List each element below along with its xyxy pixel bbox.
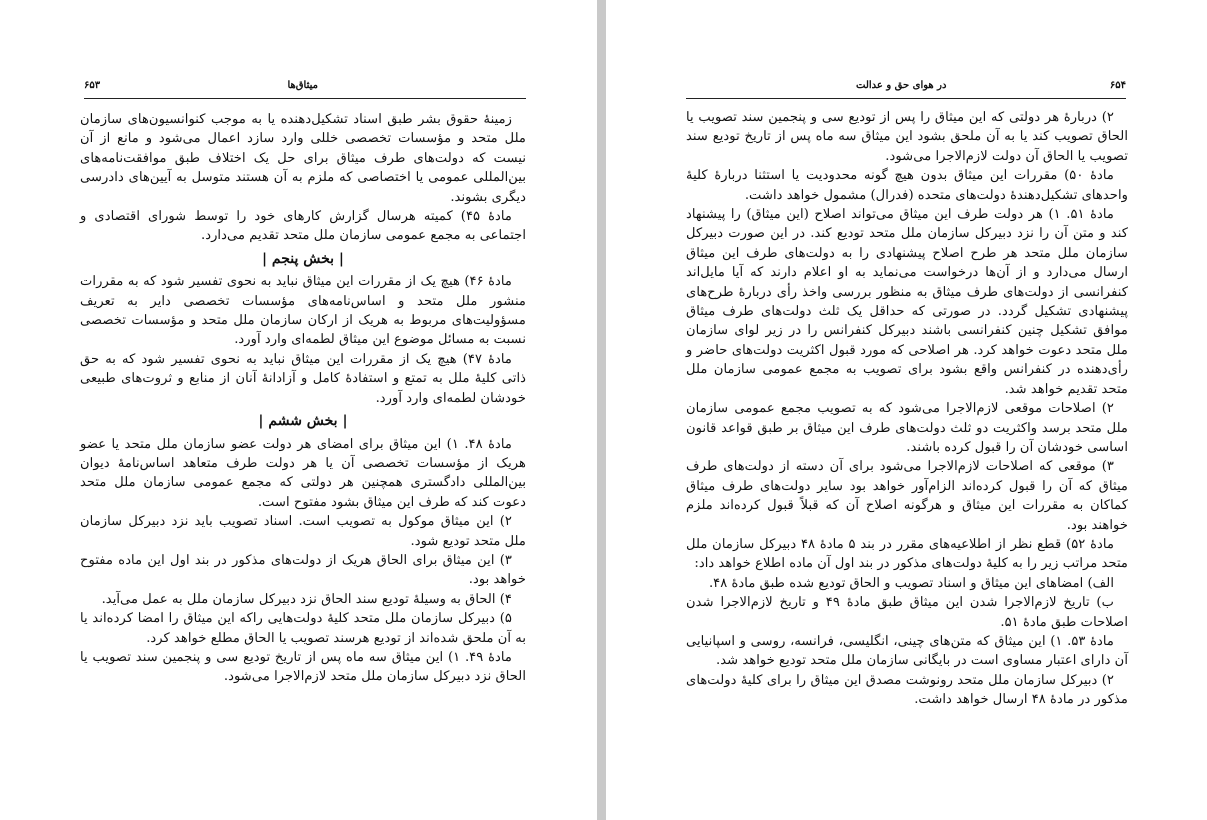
- running-title: در هوای حق و عدالت: [856, 80, 947, 91]
- left-page: [0, 0, 597, 820]
- page-gutter: [597, 0, 606, 820]
- right-page-header: [686, 76, 1126, 99]
- paragraph: مادهٔ ۵۲) قطع نظر از اطلاعیه‌های مقرر در بند ۵ مادهٔ ۴۸ دبیرکل سازمان ملل متحد مراتب زیر را به کلیهٔ دولت‌های مذکور در بند اول آن ماده اطلاع خواهد داد:: [686, 536, 1128, 572]
- paragraph: ۲) دربارهٔ هر دولتی که این میثاق را پس از تودیع سی و پنجمین سند تصویب یا الحاق تصویب کند یا به آن ملحق بشود این میثاق سه ماه پس از تاریخ تودیع سند تصویب یا الحاق آن دولت لازم‌الاجرا می‌شود.: [686, 110, 1128, 164]
- paragraph: مادهٔ ۵۰) مقررات این میثاق بدون هیچ گونه محدودیت یا استثنا دربارهٔ کلیهٔ واحدهای تشکیل‌دهندهٔ دولت‌های متحده (فدرال) مشمول خواهد داشت.: [686, 168, 1128, 203]
- paragraph: مادهٔ ۴۶) هیچ یک از مقررات این میثاق نباید به نحوی تفسیر شود که به مقررات منشور ملل متحد و اساس‌نامه‌های مؤسسات تخصصی دایر به تعریف مسؤولیت‌های مربوط به هریک از ارکان سازمان ملل متحد و مؤسسات تخصصی نسبت به مسائل موضوع این میثاق لطمه‌ای وارد آورد.: [80, 274, 526, 348]
- paragraph: ب) تاریخ لازم‌الاجرا شدن این میثاق طبق مادهٔ ۴۹ و تاریخ لازم‌الاجرا شدن اصلاحات طبق مادهٔ ۵۱.: [686, 595, 1128, 630]
- right-page-body: [686, 108, 1128, 710]
- paragraph: الف) امضاهای این میثاق و اسناد تصویب و الحاق تودیع شده طبق مادهٔ ۴۸.: [708, 575, 1114, 591]
- paragraph: مادهٔ ۴۹. ۱) این میثاق سه ماه پس از تاریخ تودیع سی و پنجمین سند تصویب یا الحاق نزد دبیرکل سازمان ملل متحد لازم‌الاجرا می‌شود.: [80, 649, 526, 685]
- paragraph: مادهٔ ۴۵) کمیته هرسال گزارش کارهای خود را توسط شورای اقتصادی و اجتماعی به مجمع عمومی سازمان ملل متحد تقدیم می‌دارد.: [80, 209, 526, 244]
- paragraph: ۲) اصلاحات موقعی لازم‌الاجرا می‌شود که به تصویب مجمع عمومی سازمان ملل متحد برسد واکثریت دو ثلث دولت‌های طرف این میثاق بر طبق قواعد قانون اساسی خودشان آن را قبول کرده باشند.: [686, 401, 1128, 455]
- paragraph: ۲) این میثاق موکول به تصویب است. اسناد تصویب باید نزد دبیرکل سازمان ملل متحد تودیع شود.: [80, 514, 526, 549]
- paragraph: ۳) این میثاق برای الحاق هریک از دولت‌های مذکور در بند اول این ماده مفتوح خواهد بود.: [80, 552, 526, 588]
- left-page-header: [84, 76, 526, 99]
- paragraph: مادهٔ ۵۳. ۱) این میثاق که متن‌های چینی، انگلیسی، فرانسه، روسی و اسپانیایی آن دارای اعتبار مساوی است در بایگانی سازمان ملل متحد تودیع خواهد شد.: [686, 633, 1128, 669]
- page-number: ۶۵۴: [1109, 80, 1126, 91]
- right-page: [606, 0, 1207, 820]
- paragraph: مادهٔ ۴۸. ۱) این میثاق برای امضای هر دولت عضو سازمان ملل متحد یا عضو هریک از مؤسسات تخصصی آن یا هر دولت طرف متعاهد اساس‌نامهٔ دیوان بین‌المللی دادگستری همچنین هر دولتی که مجمع عمومی سازمان ملل متحد دعوت کند که طرف این میثاق بشود مفتوح است.: [80, 436, 526, 510]
- paragraph: مادهٔ ۴۷) هیچ یک از مقررات این میثاق نباید به نحوی تفسیر شود که به حق ذاتی کلیهٔ ملل به تمتع و استفادهٔ کامل و آزادانهٔ آنان از منابع و ثروت‌های طبیعی خودشان لطمه‌ای وارد آورد.: [80, 351, 526, 406]
- left-page-body: [80, 110, 526, 687]
- section-heading: | بخش ششم |: [258, 413, 348, 430]
- paragraph: زمینهٔ حقوق بشر طبق اسناد تشکیل‌دهنده یا به موجب کنوانسیون‌های سازمان ملل متحد و مؤسسات تخصصی خللی وارد سازد اعمال می‌شود و مانع از آن نیست که دولت‌های طرف میثاق برای حل یک اختلاف طبق موافقت‌نامه‌های بین‌المللی عمومی یا اختصاصی که ملزم به آن هستند متوسل به آیین‌های دادرسی دیگری بشوند.: [80, 112, 526, 205]
- paragraph: ۲) دبیرکل سازمان ملل متحد رونوشت مصدق این میثاق را برای کلیهٔ دولت‌های مذکور در مادهٔ ۴۸ ارسال خواهد داشت.: [686, 672, 1128, 708]
- page-number: ۶۵۳: [84, 80, 101, 91]
- paragraph: ۴) الحاق به وسیلهٔ تودیع سند الحاق نزد دبیرکل سازمان ملل به عمل می‌آید.: [101, 591, 512, 607]
- paragraph: ۳) موقعی که اصلاحات لازم‌الاجرا می‌شود برای آن دسته از دولت‌های طرف میثاق که آن را قبول کرده‌اند الزام‌آور خواهد بود سایر دولت‌های طرف میثاق کماکان به مقررات این میثاق و هرگونه اصلاح آن که قبلاً قبول کرده‌اند ملزم خواهند بود.: [686, 459, 1128, 533]
- section-heading: | بخش پنجم |: [261, 250, 345, 267]
- running-title: میثاق‌ها: [287, 80, 318, 91]
- paragraph: مادهٔ ۵۱. ۱) هر دولت طرف این میثاق می‌تواند اصلاح (این میثاق) را پیشنهاد کند و متن آن را نزد دبیرکل سازمان ملل متحد تودیع کند. در این صورت دبیرکل سازمان ملل متحد هر طرح اصلاح پیشنهادی را به دولت‌های طرف این میثاق ارسال می‌دارد و از آن‌ها درخواست می‌نماید به او اعلام دارند که آیا مایل‌اند کنفرانسی از دولت‌های طرف میثاق به منظور بررسی واخذ رأی دربارهٔ طرح‌های پیشنهادی تشکیل گردد. در صورتی که حداقل یک ثلث دولت‌های طرف میثاق موافق تشکیل چنین کنفرانسی باشند دبیرکل کنفرانس را در زیر لوای سازمان ملل متحد دعوت خواهد کرد. هر اصلاحی که مورد قبول اکثریت دولت‌های حاضر و رأی‌دهنده در کنفرانس واقع بشود برای تصویب به مجمع عمومی سازمان ملل متحد تقدیم خواهد شد.: [686, 207, 1128, 397]
- paragraph: ۵) دبیرکل سازمان ملل متحد کلیهٔ دولت‌هایی راکه این میثاق را امضا کرده‌اند یا به آن ملحق شده‌اند از تودیع هرسند تصویب یا الحاق مطلع خواهد کرد.: [80, 611, 526, 646]
